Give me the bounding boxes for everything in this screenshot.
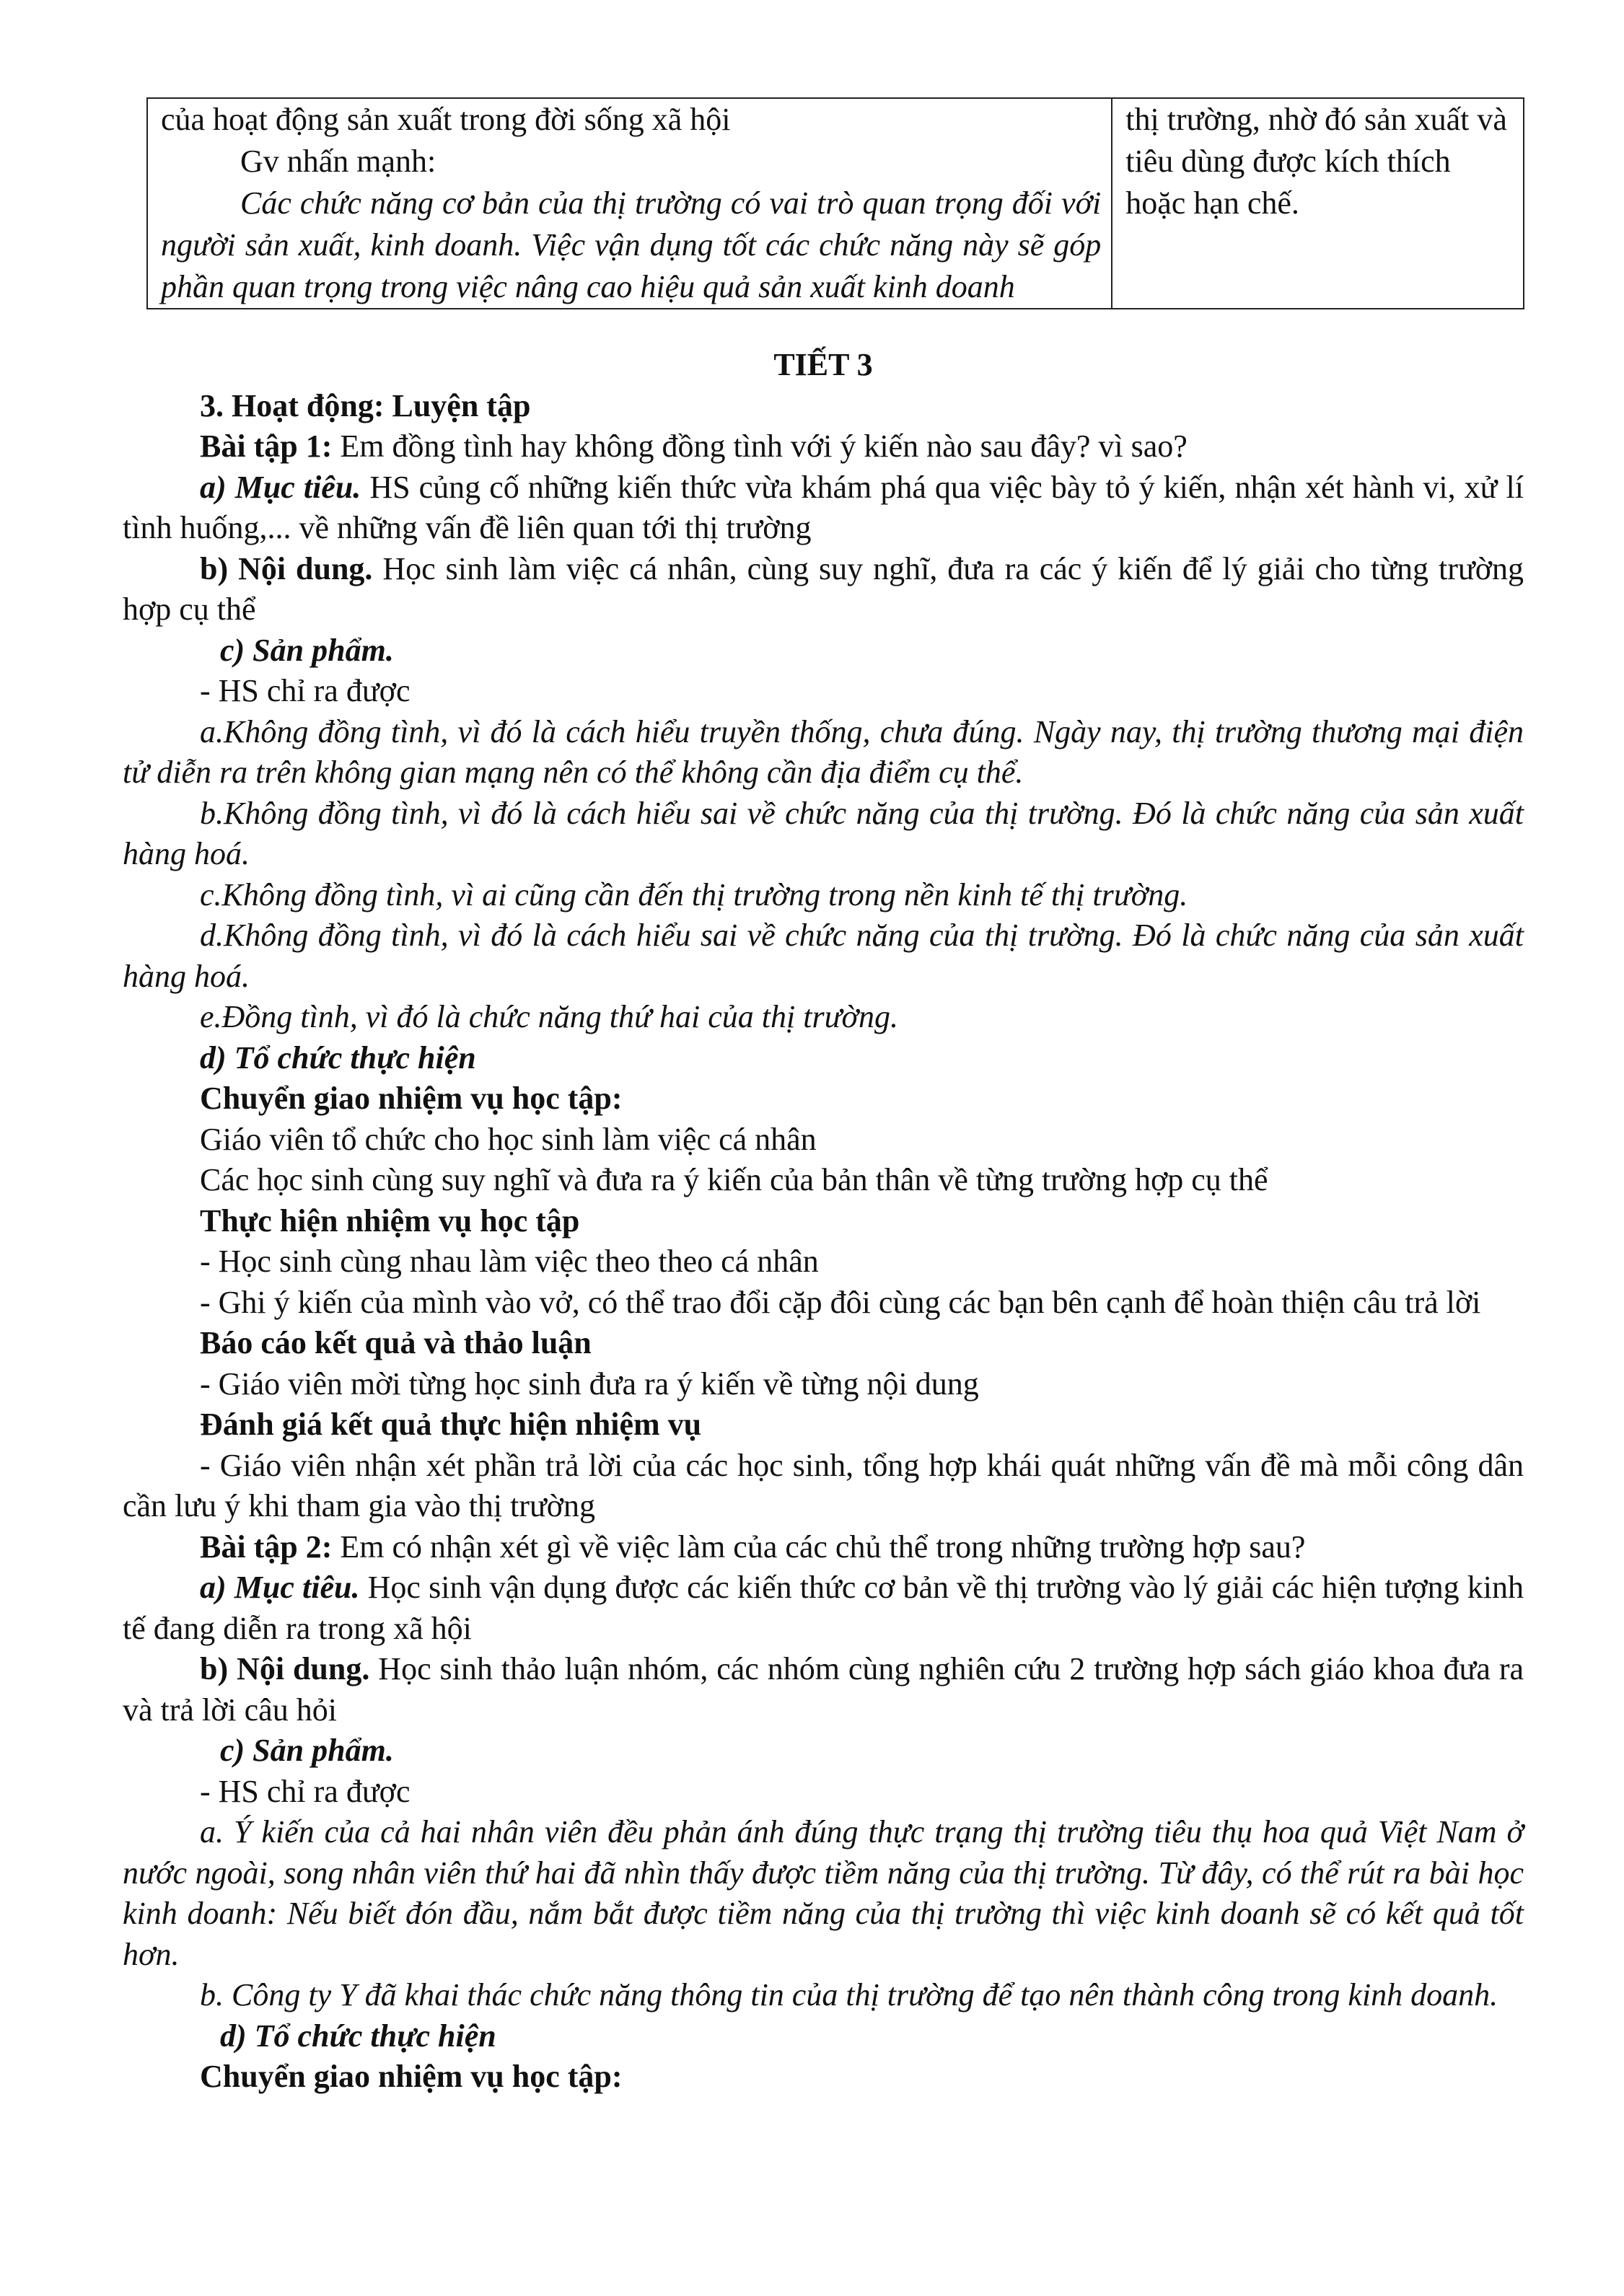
exercise-2-product-label: c) Sản phẩm.	[220, 1733, 394, 1768]
summary-table	[146, 97, 1524, 309]
document-body	[123, 345, 1524, 2098]
table-emphasis-label: Gv nhấn mạnh:	[240, 144, 436, 179]
exercise-1-product-label: c) Sản phẩm.	[220, 632, 394, 668]
eval-line: - Giáo viên nhận xét phần trả lời của các học sinh, tổng hợp khái quát những vấn đề mà mỗi công dân cần lưu ý khi tham gia vào thị trường	[123, 1447, 1524, 1523]
goal-text: HS củng cố những kiến thức vừa khám phá qua việc bày tỏ ý kiến, nhận xét hành vi, xử lí tình huống,... về những vấn đề liên quan tới thị trường	[123, 469, 1524, 545]
table-cell-left	[147, 98, 1112, 309]
answer-item: a. Ý kiến của cả hai nhân viên đều phản ánh đúng thực trạng thị trường tiêu thụ hoa quả Việt Nam ở nước ngoài, song nhân viên thứ hai đã nhìn thấy được tiềm năng của thị trường. Từ đây, có thể rút ra bài học kinh doanh: Nếu biết đón đầu, nắm bắt được tiềm năng của thị trường thì việc kinh doanh sẽ có kết quả tốt hơn.	[123, 1814, 1524, 1972]
activity-title: 3. Hoạt động: Luyện tập	[200, 387, 531, 423]
exercise-1-label: Bài tập 1:	[200, 428, 333, 464]
exercise-2-product-intro: - HS chỉ ra được	[200, 1773, 411, 1809]
goal-label: a) Mục tiêu.	[200, 1570, 360, 1605]
exercise-1-question	[123, 426, 1524, 467]
answer-item: e.Đồng tình, vì đó là chức năng thứ hai của thị trường.	[200, 999, 899, 1034]
goal-text: Học sinh vận dụng được các kiến thức cơ bản về thị trường vào lý giải các hiện tượng kinh tế đang diễn ra trong xã hội	[123, 1570, 1524, 1646]
transfer-line: Các học sinh cùng suy nghĩ và đưa ra ý kiến của bản thân về từng trường hợp cụ thể	[200, 1162, 1268, 1197]
exercise-1-org-label: d) Tổ chức thực hiện	[200, 1039, 476, 1076]
exercise-1-product-intro: - HS chỉ ra được	[200, 673, 411, 708]
transfer-line: Giáo viên tổ chức cho học sinh làm việc cá nhân	[200, 1121, 817, 1157]
do-line: - Ghi ý kiến của mình vào vở, có thể trao đổi cặp đôi cùng các bạn bên cạnh để hoàn thiện câu trả lời	[200, 1284, 1481, 1320]
answer-item: b. Công ty Y đã khai thác chức năng thông tin của thị trường để tạo nên thành công trong kinh doanh.	[200, 1977, 1498, 2013]
answer-item: a.Không đồng tình, vì đó là cách hiểu truyền thống, chưa đúng. Ngày nay, thị trường thương mại điện tử diễn ra trên không gian mạng nên có thể không cần địa điểm cụ thể.	[123, 713, 1524, 790]
exercise-2-question	[123, 1527, 1524, 1568]
report-line: - Giáo viên mời từng học sinh đưa ra ý kiến về từng nội dung	[200, 1365, 979, 1402]
answer-item: d.Không đồng tình, vì đó là cách hiểu sai về chức năng của thị trường. Đó là chức năng của sản xuất hàng hoá.	[123, 918, 1524, 994]
exercise-2-goal	[123, 1567, 1524, 1649]
goal-label: a) Mục tiêu.	[200, 469, 361, 505]
exercise-2-label: Bài tập 2:	[200, 1529, 333, 1565]
answer-item: b.Không đồng tình, vì đó là cách hiểu sai về chức năng của thị trường. Đó là chức năng của sản xuất hàng hoá.	[123, 795, 1524, 871]
table-text-line: của hoạt động sản xuất trong đời sống xã hội	[161, 102, 731, 137]
do-line: - Học sinh cùng nhau làm việc theo theo cá nhân	[200, 1244, 819, 1279]
content-label: b) Nội dung.	[200, 550, 373, 586]
exercise-1-content	[123, 549, 1524, 630]
transfer-label: Chuyển giao nhiệm vụ học tập:	[200, 2059, 623, 2094]
table-cell-right: thị trường, nhờ đó sản xuất và tiêu dùng được kích thích hoặc hạn chế.	[1112, 98, 1524, 309]
answer-item: c.Không đồng tình, vì ai cũng cần đến thị trường trong nền kinh tế thị trường.	[200, 876, 1188, 912]
table-row	[147, 98, 1524, 309]
report-label: Báo cáo kết quả và thảo luận	[200, 1325, 592, 1360]
table-emphasis-text: Các chức năng cơ bản của thị trường có vai trò quan trọng đối với người sản xuất, kinh doanh. Việc vận dụng tốt các chức năng này sẽ góp phần quan trọng trong việc nâng cao hiệu quả sản xuất kinh doanh	[161, 185, 1102, 304]
eval-label: Đánh giá kết quả thực hiện nhiệm vụ	[200, 1407, 702, 1442]
exercise-1-goal	[123, 467, 1524, 549]
content-label: b) Nội dung.	[200, 1651, 370, 1686]
transfer-label: Chuyển giao nhiệm vụ học tập:	[200, 1081, 623, 1116]
content-text: Học sinh thảo luận nhóm, các nhóm cùng nghiên cứu 2 trường hợp sách giáo khoa đưa ra và trả lời câu hỏi	[123, 1651, 1524, 1728]
content-text: Học sinh làm việc cá nhân, cùng suy nghĩ, đưa ra các ý kiến để lý giải cho từng trường hợp cụ thể	[123, 550, 1524, 627]
exercise-2-text: Em có nhận xét gì về việc làm của các chủ thể trong những trường hợp sau?	[332, 1529, 1306, 1565]
exercise-2-org-label: d) Tổ chức thực hiện	[220, 2018, 496, 2054]
exercise-2-content	[123, 1649, 1524, 1730]
lesson-heading: TIẾT 3	[773, 347, 873, 382]
do-label: Thực hiện nhiệm vụ học tập	[200, 1202, 580, 1239]
exercise-1-text: Em đồng tình hay không đồng tình với ý kiến nào sau đây? vì sao?	[332, 428, 1188, 464]
